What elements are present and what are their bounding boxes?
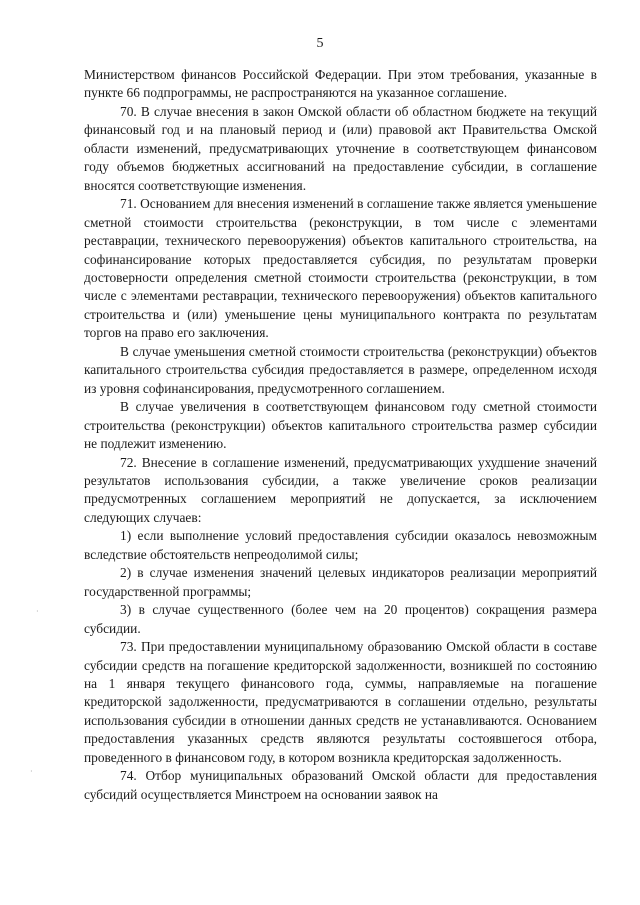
paragraph-item-74: 74. Отбор муниципальных образований Омской области для предоставления субсидий осуществляется Минстроем на основании заявок на <box>84 768 597 802</box>
page-number: 5 <box>316 36 324 51</box>
paragraph-item-73: 73. При предоставлении муниципальному образованию Омской области в составе субсидии средств на погашение кредиторской задолженности, возникшей по состоянию на 1 января текущего финансового года, суммы, направляемые на погашение кредиторской задолженности, предусматриваются в соглашении отдельно, результаты использования субсидии в отношении данных средств не устанавливаются. Основанием предоставления указанных средств являются результаты состоявшегося отбора, проведенного в финансовом году, в котором возникла кредиторская задолженность. <box>84 639 597 765</box>
scan-speck: · <box>36 607 39 616</box>
paragraph-item-70: 70. В случае внесения в закон Омской области об областном бюджете на текущий финансовый год и на плановый период и (или) правовой акт Правительства Омской области изменений, предусматривающих уточнение в соответствующем финансовом году объемов бюджетных ассигнований на предоставление субсидии, в соглашение вносятся соответствующие изменения. <box>84 103 597 193</box>
document-body <box>84 66 597 804</box>
paragraph-cost-increase: В случае увеличения в соответствующем финансовом году сметной стоимости строительства (реконструкции) объектов капитального строительства размер субсидии не подлежит изменению. <box>84 399 597 452</box>
list-item-1: 1) если выполнение условий предоставления субсидии оказалось невозможным вследствие обстоятельств непреодолимой силы; <box>84 528 597 562</box>
list-item-3: 3) в случае существенного (более чем на 20 процентов) сокращения размера субсидии. <box>84 602 597 636</box>
scan-speck: · <box>30 767 33 776</box>
paragraph-item-72: 72. Внесение в соглашение изменений, предусматривающих ухудшение значений результатов использования субсидии, а также увеличение сроков реализации предусмотренных соглашением мероприятий не допускается, за исключением следующих случаев: <box>84 454 597 525</box>
paragraph-item-71: 71. Основанием для внесения изменений в соглашение также является уменьшение сметной стоимости строительства (реконструкции, в том числе с элементами реставрации, технического перевооружения) объектов капитального строительства, на софинансирование которых предоставляется субсидия, по результатам проверки достоверности определения сметной стоимости строительства (реконструкции, в том числе с элементами реставрации, технического перевооружения) объектов капитального строительства и (или) уменьшение цены муниципального контракта по результатам торгов на право его заключения. <box>84 196 597 341</box>
paragraph-cost-decrease: В случае уменьшения сметной стоимости строительства (реконструкции) объектов капитального строительства субсидия предоставляется в размере, определенном исходя из уровня софинансирования, предусмотренного соглашением. <box>84 343 597 396</box>
list-item-2: 2) в случае изменения значений целевых индикаторов реализации мероприятий государственной программы; <box>84 565 597 599</box>
paragraph-continuation: Министерством финансов Российской Федерации. При этом требования, указанные в пункте 66 подпрограммы, не распространяются на указанное соглашение. <box>84 67 597 101</box>
